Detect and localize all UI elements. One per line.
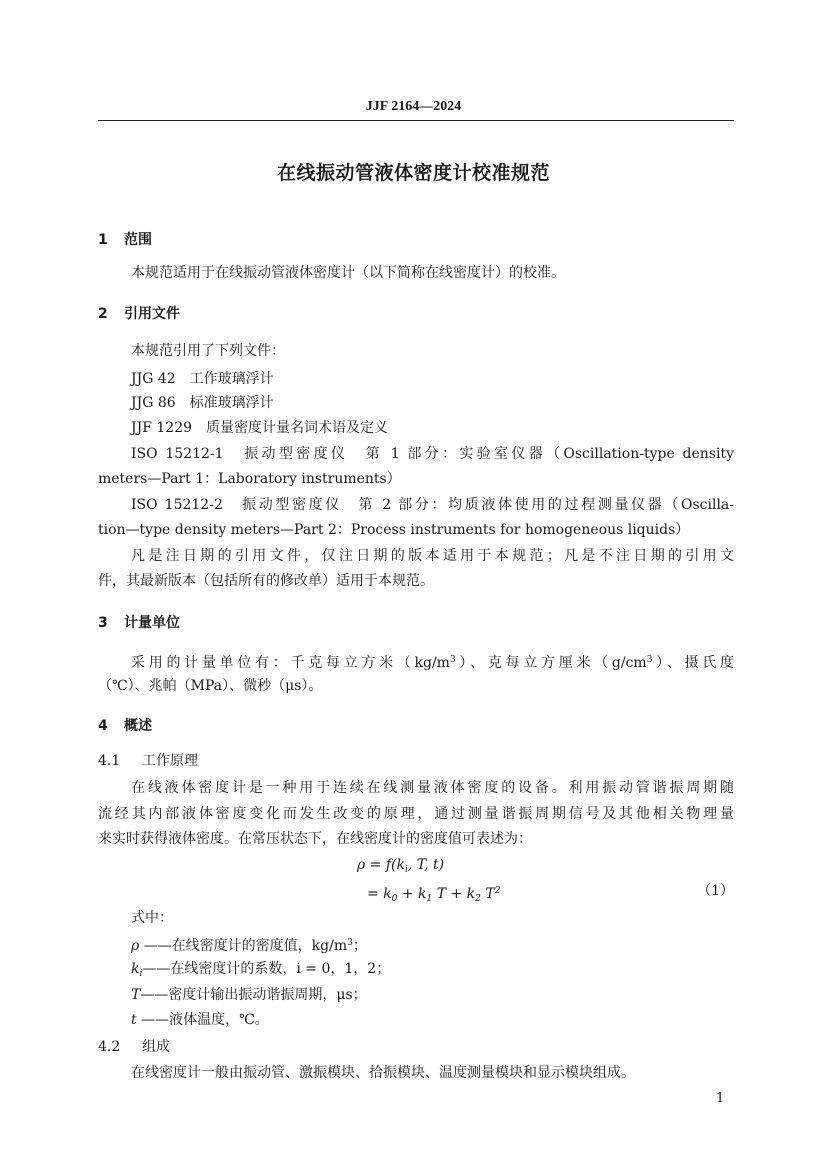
subsection-4-2-heading xyxy=(98,1037,170,1057)
subscript: 0 xyxy=(391,894,398,904)
definition-text: ——密度计输出振动谐振周期，μs； xyxy=(140,987,367,1003)
section-1-body: 本规范适用于在线振动管液体密度计（以下简称在线密度计）的校准。 xyxy=(131,265,565,281)
formula-text: T xyxy=(480,886,495,902)
section-number: 1 xyxy=(98,232,108,248)
formula-line-2 xyxy=(367,881,500,909)
section-1-heading xyxy=(98,229,152,249)
formula-line-1 xyxy=(357,855,444,880)
composition-paragraph: 在线密度计一般由振动管、激振模块、拾振模块、温度测量模块和显示模块组成。 xyxy=(131,1065,635,1081)
symbol: k xyxy=(131,961,140,977)
section-3-heading xyxy=(98,612,180,632)
symbol: T xyxy=(131,987,141,1003)
units-text: ）、克每立方厘米（g/cm xyxy=(455,655,647,671)
units-text: ）、摄氏度 xyxy=(652,655,735,671)
section-2-intro: 本规范引用了下列文件： xyxy=(131,343,285,359)
definition-T xyxy=(131,985,367,1005)
subsection-4-1-heading xyxy=(98,751,198,771)
standard-code: JJF 2164—2024 xyxy=(365,99,462,114)
definition-t xyxy=(131,1010,269,1030)
section-title: 引用文件 xyxy=(124,306,180,322)
page-number: 1 xyxy=(716,1091,725,1106)
subscript: i xyxy=(405,865,408,875)
definition-text: ——在线密度计的密度值，kg/m xyxy=(139,938,348,954)
subsection-number: 4.1 xyxy=(98,753,121,769)
equation-number: （1） xyxy=(697,883,734,899)
symbol: t xyxy=(131,1012,137,1028)
section-title: 范围 xyxy=(124,232,152,248)
formula-text: T + k xyxy=(432,886,476,902)
reference-item: JJF 1229 质量密度计量名词术语及定义 xyxy=(131,420,389,436)
subscript: 1 xyxy=(426,894,433,904)
definition-text: ——液体温度，℃。 xyxy=(136,1012,269,1028)
subscript: 2 xyxy=(475,894,481,904)
subscript: i xyxy=(139,969,143,979)
reference-note: 凡是注日期的引用文件，仅注日期的版本适用于本规范；凡是不注日期的引用文 xyxy=(131,548,734,564)
section-number: 4 xyxy=(98,718,108,734)
reference-item-cont: tion—type density meters—Part 2：Process instruments for homogeneous liquids） xyxy=(98,522,690,538)
principle-paragraph-cont: 流经其内部液体密度变化而发生改变的原理，通过测量谐振周期信号及其他相关物理量 xyxy=(98,806,734,822)
definition-k xyxy=(131,959,390,984)
subsection-title: 组成 xyxy=(142,1039,170,1055)
reference-item: JJG 42 工作玻璃浮计 xyxy=(131,371,274,387)
definition-text: ——在线密度计的系数，i = 0，1，2； xyxy=(142,961,391,977)
subsection-number: 4.2 xyxy=(98,1039,121,1055)
where-label: 式中： xyxy=(131,910,173,926)
reference-item: ISO 15212-1 振动型密度仪 第 1 部分：实验室仪器（Oscillation-type density xyxy=(131,446,734,462)
superscript: 3 xyxy=(347,938,353,948)
reference-note-cont: 件，其最新版本（包括所有的修改单）适用于本规范。 xyxy=(98,573,434,589)
section-4-heading xyxy=(98,715,152,735)
subsection-title: 工作原理 xyxy=(142,753,198,769)
principle-paragraph-cont: 来实时获得液体密度。在常压状态下，在线密度计的密度值可表述为： xyxy=(98,831,532,847)
principle-paragraph: 在线液体密度计是一种用于连续在线测量液体密度的设备。利用振动管谐振周期随 xyxy=(131,780,734,796)
document-title: 在线振动管液体密度计校准规范 xyxy=(276,162,550,184)
symbol: ρ xyxy=(131,938,140,954)
formula-text: = k xyxy=(367,886,392,902)
formula-text: + k xyxy=(397,886,427,902)
section-number: 3 xyxy=(98,615,108,631)
formula-text: ρ = f(k xyxy=(357,857,405,873)
section-3-body xyxy=(131,650,734,673)
reference-item: JJG 86 标准玻璃浮计 xyxy=(131,395,274,411)
section-2-heading xyxy=(98,303,180,323)
superscript: 3 xyxy=(646,655,653,665)
units-text: 采用的计量单位有：千克每立方米（kg/m xyxy=(131,655,450,671)
section-number: 2 xyxy=(98,306,108,322)
superscript: 3 xyxy=(449,655,456,665)
header-rule xyxy=(98,120,734,121)
reference-item-cont: meters—Part 1：Laboratory instruments） xyxy=(98,471,401,487)
section-3-body-cont: （℃）、兆帕（MPa）、微秒（μs）。 xyxy=(98,678,323,694)
definition-text: ； xyxy=(352,938,367,954)
section-title: 计量单位 xyxy=(124,615,180,631)
superscript: 2 xyxy=(494,886,501,896)
definition-rho xyxy=(131,933,367,956)
formula-text: , T, t) xyxy=(407,857,445,873)
reference-item: ISO 15212-2 振动型密度仪 第 2 部分：均质液体使用的过程测量仪器（Oscilla- xyxy=(131,497,734,513)
section-title: 概述 xyxy=(124,718,152,734)
